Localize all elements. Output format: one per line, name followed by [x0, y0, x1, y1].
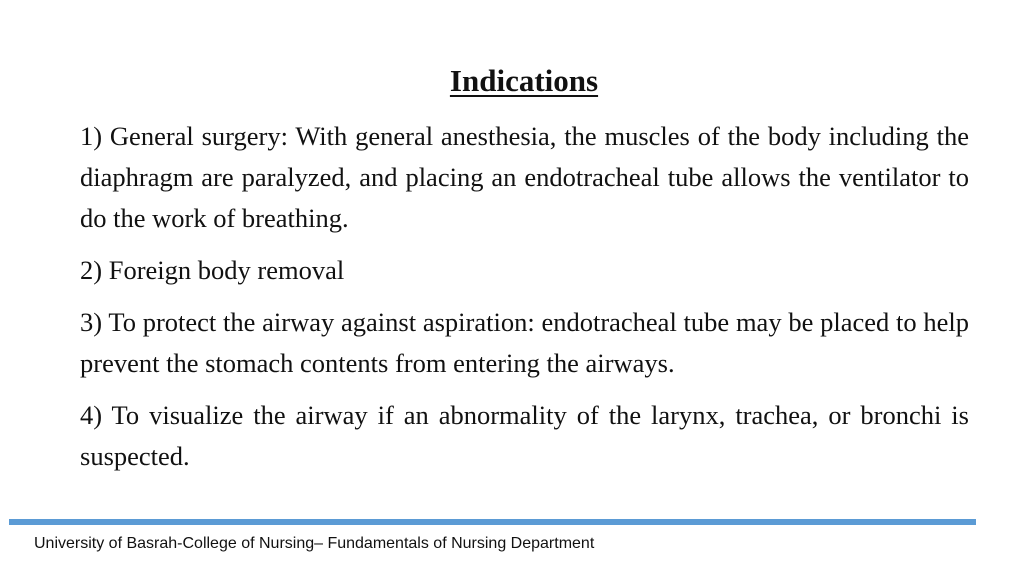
footer-divider — [9, 519, 976, 525]
indication-item-1: 1) General surgery: With general anesthesia, the muscles of the body including the diaphragm are paralyzed, and placing an endotracheal tube allows the ventilator to do the work of breathing. — [80, 121, 969, 233]
indication-item-4: 4) To visualize the airway if an abnormality of the larynx, trachea, or bronchi is suspected. — [80, 400, 969, 471]
indications-list — [80, 116, 969, 488]
slide-title: Indications — [449, 63, 599, 98]
indication-item-3: 3) To protect the airway against aspiration: endotracheal tube may be placed to help prevent the stomach contents from entering the airways. — [80, 307, 969, 378]
indication-item-2: 2) Foreign body removal — [80, 255, 345, 285]
footer-text: University of Basrah-College of Nursing– Fundamentals of Nursing Department — [34, 535, 595, 552]
